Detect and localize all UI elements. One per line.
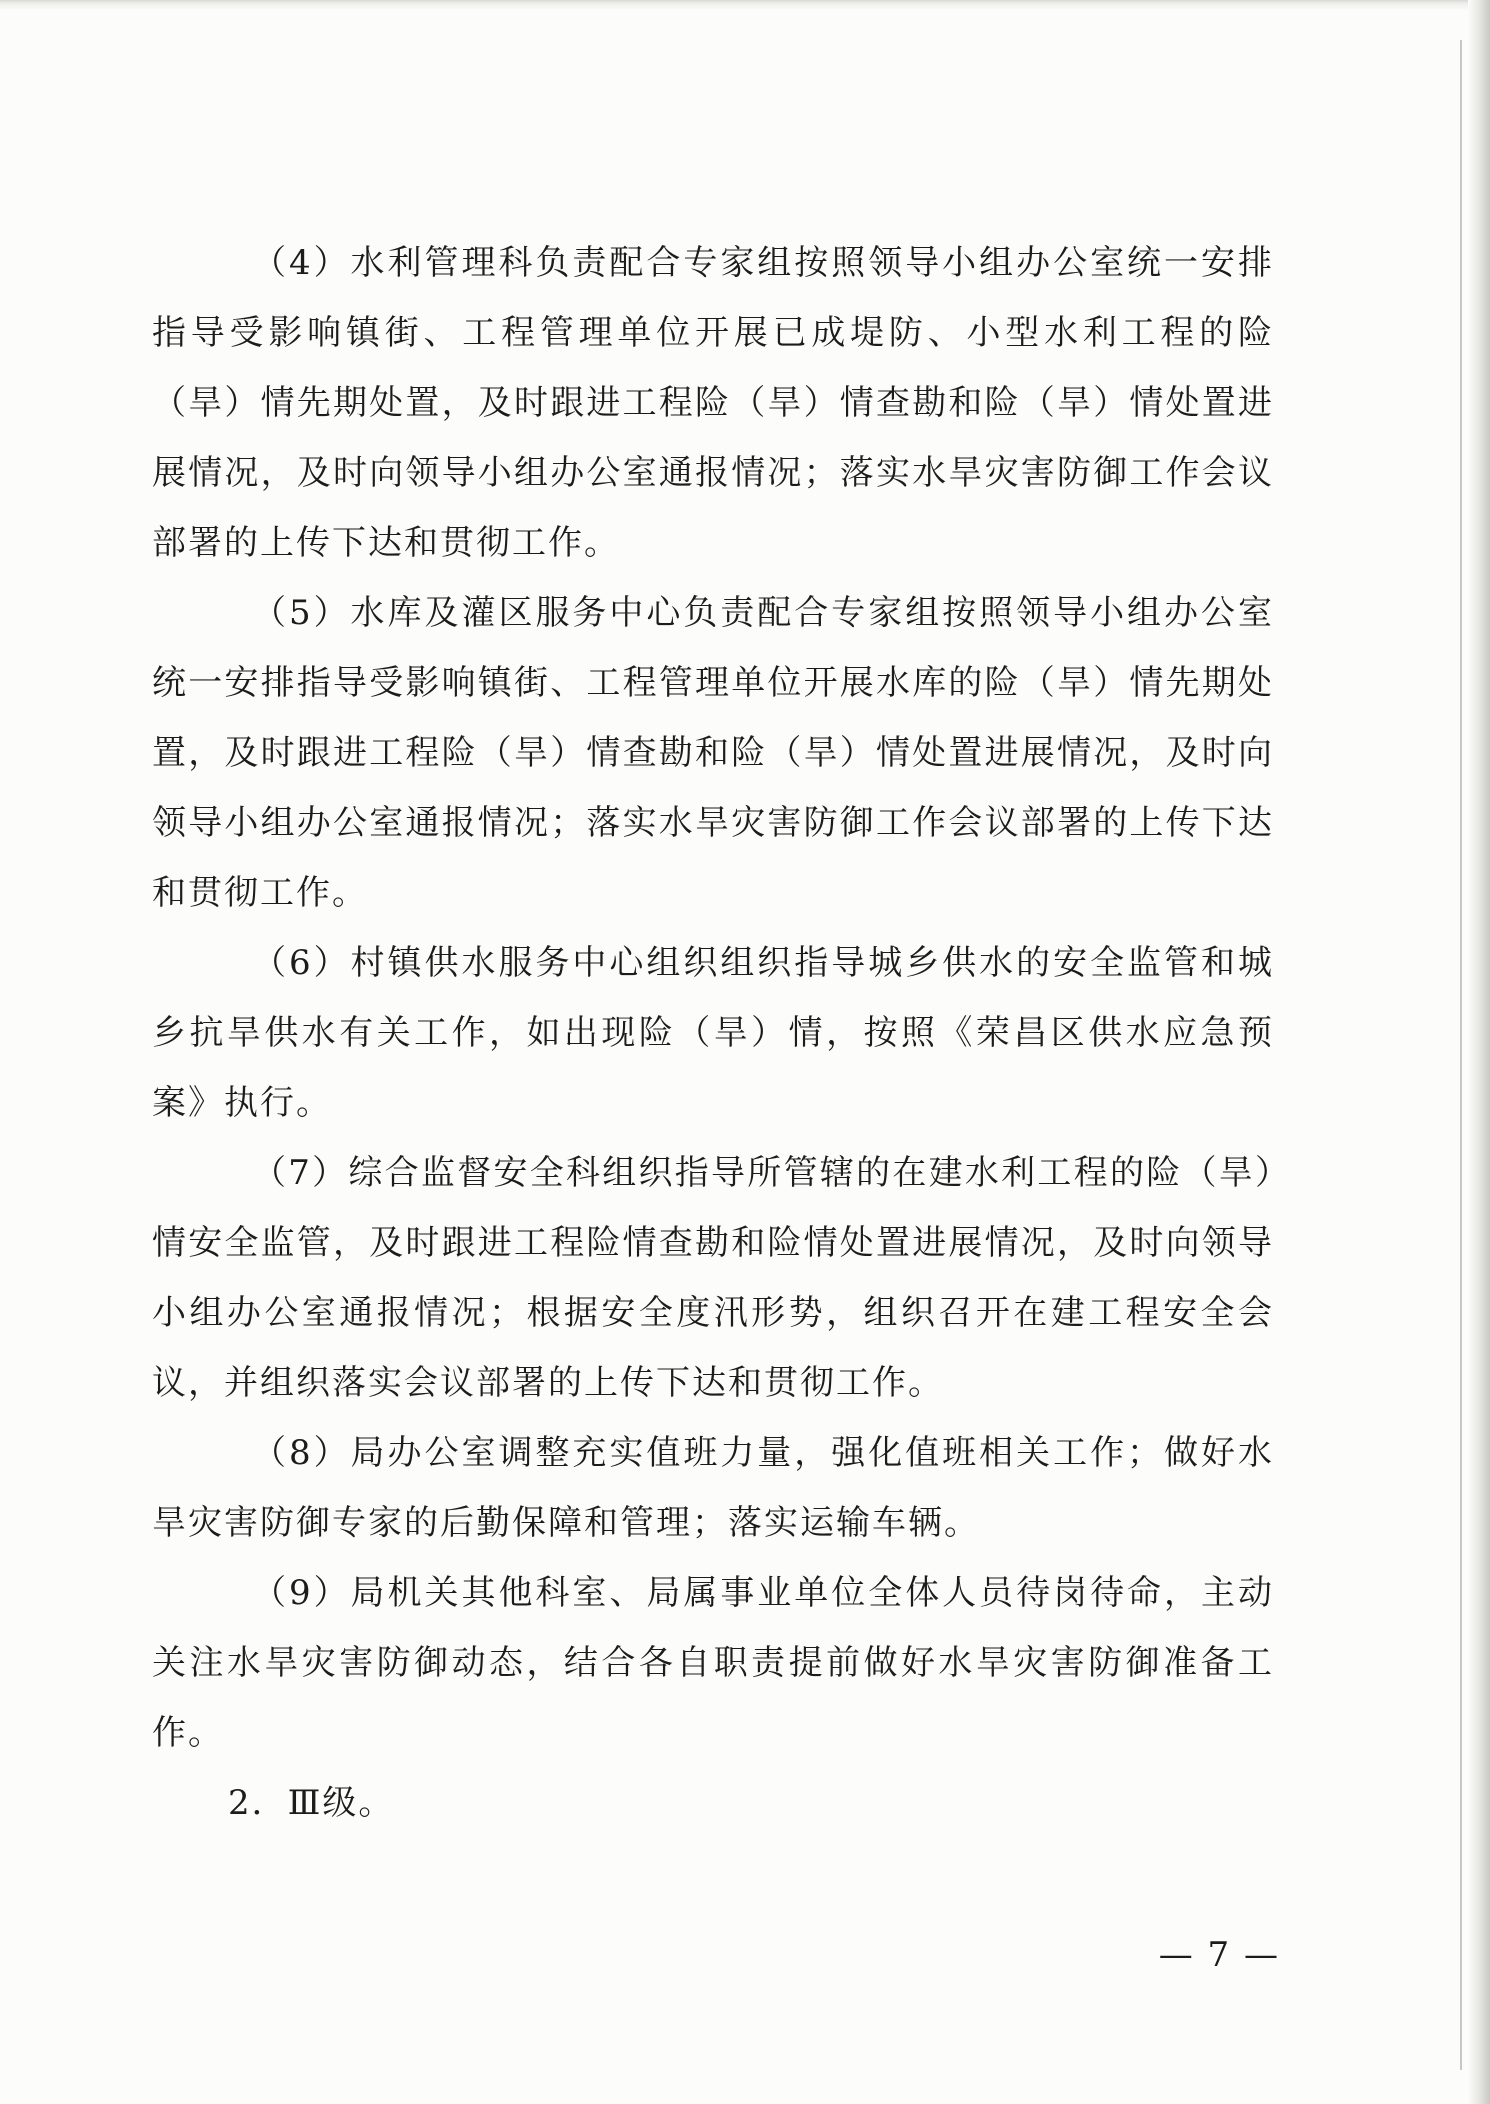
document-body: [152, 228, 1274, 1838]
paragraph-7: （7）综合监督安全科组织指导所管辖的在建水利工程的险（旱）情安全监管，及时跟进工程险情查勘和险情处置进展情况，及时向领导小组办公室通报情况；根据安全度汛形势，组织召开在建工程安全会议，并组织落实会议部署的上传下达和贯彻工作。: [152, 1153, 1274, 1403]
paragraph-6: （6）村镇供水服务中心组织组织指导城乡供水的安全监管和城乡抗旱供水有关工作，如出现险（旱）情，按照《荣昌区供水应急预案》执行。: [152, 943, 1274, 1123]
scan-edge-top: [0, 0, 1490, 10]
section-heading-level-3: 2．Ⅲ级。: [228, 1783, 395, 1823]
scan-binding-line: [1460, 40, 1462, 2070]
paragraph-4: （4）水利管理科负责配合专家组按照领导小组办公室统一安排指导受影响镇街、工程管理单位开展已成堤防、小型水利工程的险（旱）情先期处置，及时跟进工程险（旱）情查勘和险（旱）情处置进展情况，及时向领导小组办公室通报情况；落实水旱灾害防御工作会议部署的上传下达和贯彻工作。: [152, 243, 1274, 563]
paragraph-8: （8）局办公室调整充实值班力量，强化值班相关工作；做好水旱灾害防御专家的后勤保障和管理；落实运输车辆。: [152, 1433, 1274, 1543]
scan-edge-right: [1468, 0, 1490, 2104]
page-number: — 7 —: [1158, 1935, 1280, 1975]
paragraph-9: （9）局机关其他科室、局属事业单位全体人员待岗待命，主动关注水旱灾害防御动态，结合各自职责提前做好水旱灾害防御准备工作。: [152, 1573, 1274, 1753]
paragraph-5: （5）水库及灌区服务中心负责配合专家组按照领导小组办公室统一安排指导受影响镇街、工程管理单位开展水库的险（旱）情先期处置，及时跟进工程险（旱）情查勘和险（旱）情处置进展情况，及时向领导小组办公室通报情况；落实水旱灾害防御工作会议部署的上传下达和贯彻工作。: [152, 593, 1274, 913]
